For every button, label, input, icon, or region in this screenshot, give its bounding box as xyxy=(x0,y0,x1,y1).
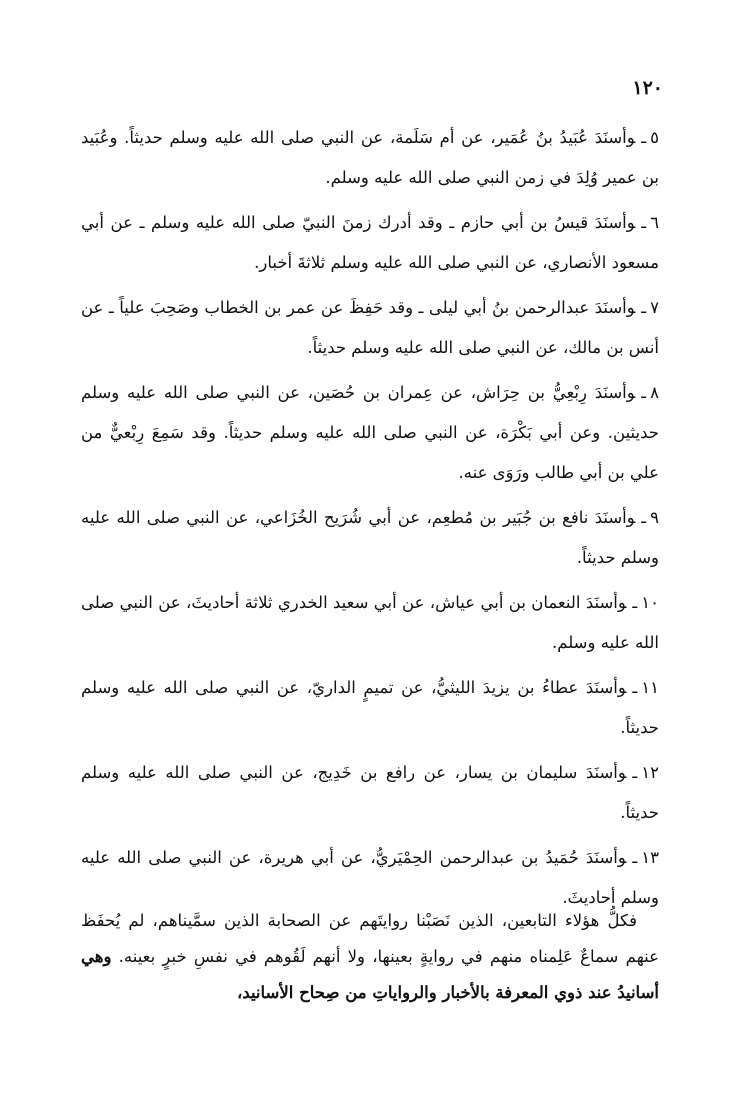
entry-number: ١٠ xyxy=(641,593,659,612)
entry-text: وأسنَدَ قيسُ بن أبي حازم ـ وقد أدرك زمنَ النبيّ صلى الله عليه وسلم ـ عن أبي مسعود الأنصاري، عن النبي صلى الله عليه وسلم ثلاثةَ أخبار. xyxy=(81,213,659,272)
entry-dash: ـ xyxy=(641,383,647,402)
narration-entry-5 xyxy=(81,118,659,198)
narration-entry-9 xyxy=(81,498,659,578)
entry-text: وأسنَدَ حُمَيدُ بن عبدالرحمن الحِمْيَريُّ، عن أبي هريرة، عن النبي صلى الله عليه وسلم أحاديثَ. xyxy=(81,848,659,907)
entry-dash: ـ xyxy=(632,763,638,782)
closing-bold-text: وهي أسانيدُ عند ذوي المعرفة بالأخبار والرواياتِ من صِحاح الأسانيد، xyxy=(81,947,659,1002)
entry-dash: ـ xyxy=(641,213,647,232)
entry-text: وأسنَدَ عطاءُ بن يزيدَ الليثيُّ، عن تميمٍ الداريّ، عن النبي صلى الله عليه وسلم حديثاً. xyxy=(81,678,659,737)
entry-dash: ـ xyxy=(632,848,638,867)
entry-text: وأسنَدَ سليمان بن يسار، عن رافع بن خَدِيج، عن النبي صلى الله عليه وسلم حديثاً. xyxy=(81,763,659,822)
narration-entry-6 xyxy=(81,203,659,283)
entry-number: ٥ xyxy=(650,128,659,147)
entry-dash: ـ xyxy=(641,508,647,527)
entry-number: ٨ xyxy=(650,383,659,402)
closing-paragraph xyxy=(81,903,659,1011)
closing-text: فكلُّ هؤلاء التابعين، الذين نَصَبْنا روايتَهم عن الصحابة الذين سمَّيناهم، لم يُحفَظ عنهم سماعٌ عَلِمناه منهم في روايةٍ بعينها، ولا أنهم لَقُوهم في نفسِ خبرٍ بعينه. xyxy=(81,911,659,966)
entry-number: ٦ xyxy=(650,213,659,232)
narration-entry-11 xyxy=(81,668,659,748)
entry-text: وأسنَدَ عبدالرحمن بنُ أبي ليلى ـ وقد حَفِظَ عن عمر بن الخطاب وصَحِبَ علياً ـ عن أنس بن مالك، عن النبي صلى الله عليه وسلم حديثاً. xyxy=(81,298,659,357)
entry-text: وأسنَدَ النعمان بن أبي عياش، عن أبي سعيد الخدري ثلاثة أحاديثَ، عن النبي صلى الله عليه وسلم. xyxy=(81,593,659,652)
entry-text: وأسنَدَ عُبَيدُ بنُ عُمَير، عن أم سَلَمة، عن النبي صلى الله عليه وسلم حديثاً. وعُبَيد بن عمير وُلِدَ في زمن النبي صلى الله عليه وسلم. xyxy=(81,128,659,187)
entry-dash: ـ xyxy=(632,678,638,697)
entry-number: ١٢ xyxy=(641,763,659,782)
entry-dash: ـ xyxy=(641,298,647,317)
entry-number: ٧ xyxy=(650,298,659,317)
narration-entry-8 xyxy=(81,373,659,493)
entry-number: ٩ xyxy=(650,508,659,527)
entry-dash: ـ xyxy=(632,593,638,612)
entry-number: ١١ xyxy=(641,678,659,697)
entry-number: ١٣ xyxy=(641,848,659,867)
page-number: ١٢٠ xyxy=(632,77,663,99)
narration-entry-12 xyxy=(81,753,659,833)
entry-text: وأسنَدَ رِبْعِيُّ بن حِرَاش، عن عِمران بن حُصَين، عن النبي صلى الله عليه وسلم حديثين. وعن أبي بَكْرَة، عن النبي صلى الله عليه وسلم حديثاً. وقد سَمِعَ رِبْعيٌّ من علي بن أبي طالب ورَوَى عنه. xyxy=(81,383,659,482)
entry-text: وأسنَدَ نافع بن جُبَير بن مُطعِم، عن أبي شُرَيح الخُزَاعي، عن النبي صلى الله عليه وسلم حديثاً. xyxy=(81,508,659,567)
narration-entry-10 xyxy=(81,583,659,663)
narration-list xyxy=(81,118,659,923)
entry-dash: ـ xyxy=(641,128,647,147)
narration-entry-7 xyxy=(81,288,659,368)
